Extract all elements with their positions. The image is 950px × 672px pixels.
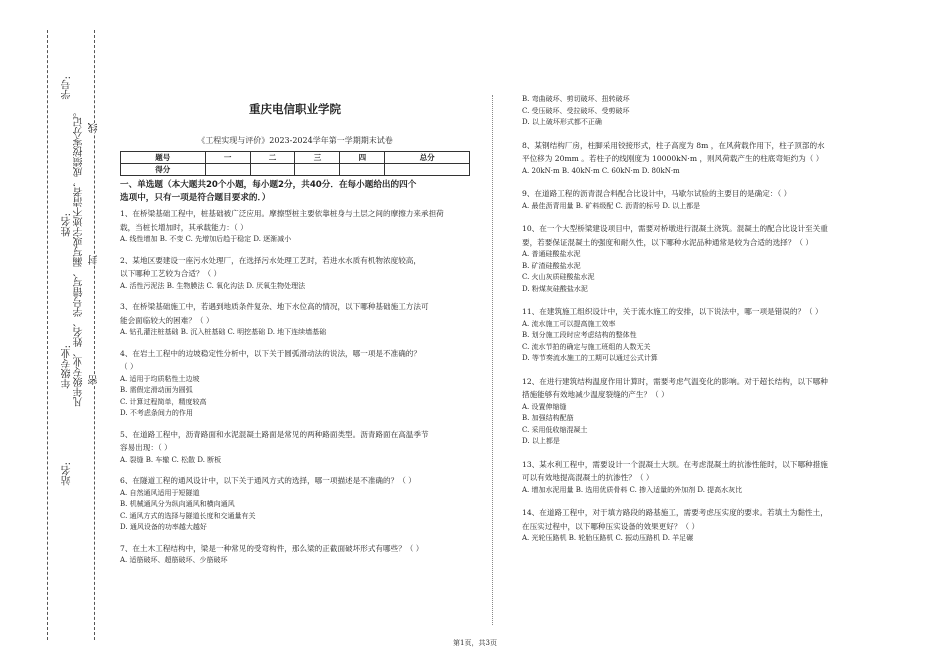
cut-line-left [47, 30, 48, 640]
name-label: 姓名: [62, 213, 73, 237]
class-label: 年级专业: [62, 345, 73, 389]
score-table [120, 151, 470, 176]
question-list [522, 94, 862, 545]
score-cell [385, 164, 470, 176]
question [120, 542, 470, 567]
question-option: B. 需假定滑动面为圆弧 [120, 386, 193, 394]
question-option: A. 线性增加 B. 不变 C. 先增加后趋于稳定 D. 逐渐减小 [120, 235, 292, 243]
question [120, 207, 470, 246]
question-stem: 容易出现：（ ） [120, 443, 172, 452]
question-option: D. 粉煤灰硅酸盐水泥 [522, 284, 588, 293]
question [120, 474, 470, 534]
exam-title: 《工程实现与评价》2023-2024学年第一学期期末试卷 [197, 136, 393, 145]
cut-line-right [94, 30, 95, 640]
question [522, 187, 862, 212]
question-option: A. 活性污泥法 B. 生物膜法 C. 氧化沟法 D. 厌氧生物处理法 [120, 281, 306, 290]
score-cell [295, 164, 340, 176]
question [120, 428, 470, 467]
question-option: C. 计算过程简单，精度较高 [120, 397, 207, 406]
question-option: B. 划分施工段时应考虑结构的整体性 [522, 331, 637, 339]
question-option: A. 20kN·m B. 40kN·m C. 60kN·m D. 80kN·m [522, 166, 680, 175]
question-stem: 3、在桥梁基础施工中，若遇到地质条件复杂、地下水位高的情况，以下哪种基础施工方法可 [120, 302, 429, 311]
score-header-cell: 题号 [121, 152, 206, 164]
score-table-score-row [121, 164, 470, 176]
question-option: A. 钻孔灌注桩基础 B. 沉入桩基础 C. 明挖基础 D. 地下连续墙基础 [120, 328, 327, 336]
score-row-label: 得分 [121, 164, 206, 176]
score-header-cell: 三 [295, 152, 340, 164]
question-option: A. 流水施工可以提高施工效率 [522, 319, 616, 328]
question-option: D. 以上破坏形式都不正确 [522, 118, 602, 126]
column-divider [492, 95, 493, 625]
score-header-cell: 四 [340, 152, 385, 164]
question-stem: 11、在建筑施工组织设计中，关于流水施工的安排，以下说法中，哪一项是错误的？（ ） [522, 307, 823, 316]
question [120, 254, 470, 293]
question-stem: 5、在道路工程中，沥青路面和水泥混凝土路面是常见的两种路面类型。沥青路面在高温季节 [120, 429, 429, 439]
score-table-header-row [121, 152, 470, 164]
question-option: A. 光轮压路机 B. 轮胎压路机 C. 振动压路机 D. 羊足碾 [522, 534, 694, 542]
right-column [522, 94, 862, 555]
question-stem: 7、在土木工程结构中，梁是一种常见的受弯构件，那么梁的正截面破坏形式有哪些？（ ） [120, 543, 424, 553]
question-option: C. 流水节拍的确定与施工班组的人数无关 [522, 342, 651, 351]
question-option: C. 采用低收缩混凝土 [522, 425, 588, 434]
question-stem: 14、在道路工程中，对于填方路段的路基施工，需要考虑压实度的要求。若填土为黏性土， [522, 508, 828, 517]
question [522, 375, 862, 448]
question [522, 506, 862, 545]
question-option: B. 机械通风分为纵向通风和横向通风 [120, 500, 235, 508]
question-stem: 2、某地区要建设一座污水处理厂，在选择污水处理工艺时，若进水水质有机物浓度较高， [120, 255, 421, 265]
section-heading [120, 179, 470, 205]
question-option: D. 以上都是 [522, 437, 560, 445]
question-option: B. 弯曲破坏、剪切破坏、扭转破坏 [522, 95, 630, 103]
question-option: A. 普通硅酸盐水泥 [522, 250, 581, 258]
question-option: A. 裂缝 B. 车辙 C. 松散 D. 断板 [120, 455, 222, 464]
question-stem: 要，若要保证混凝土的强度和耐久性，以下哪种水泥品种通常是较为合适的选择？（ ） [522, 237, 813, 247]
line-mark-mi: 密 [89, 375, 100, 385]
question [120, 300, 470, 339]
school-label: 站名: [62, 462, 73, 486]
line-mark-feng: 封 [89, 255, 100, 265]
question-option: A. 适用于均质粘性土边坡 [120, 374, 200, 383]
question [522, 222, 862, 295]
score-header-cell: 二 [250, 152, 295, 164]
question-option: C. 火山灰质硅酸盐水泥 [522, 273, 595, 281]
question-option: A. 设置伸缩缝 [522, 402, 567, 411]
question [522, 458, 862, 497]
question-stem: 13、某水利工程中，需要设计一个混凝土大坝。在考虑混凝土的抗渗性能时，以下哪种措施 [522, 459, 828, 469]
question-option: A. 适筋破坏、超筋破坏、少筋破坏 [120, 556, 228, 564]
question-stem: 6、在隧道工程的通风设计中，以下关于通风方式的选择，哪一项描述是不准确的？（ ） [120, 476, 416, 485]
question [120, 347, 470, 420]
left-column [120, 95, 470, 575]
question-option: B. 加强结构配筋 [522, 414, 574, 422]
question-stem: 措施能够有效地减少温度裂缝的产生？（ ） [522, 390, 669, 399]
question-list [120, 207, 470, 567]
score-cell [340, 164, 385, 176]
score-cell [250, 164, 295, 176]
question-stem: 9、在道路工程的沥青混合料配合比设计中，马歇尔试验的主要目的是确定：（ ） [522, 189, 792, 198]
question-option: A. 自然通风适用于短隧道 [120, 488, 200, 497]
question-stem: 4、在岩土工程中的边坡稳定性分析中，以下关于圆弧滑动法的说法，哪一项是不准确的？ [120, 348, 421, 358]
score-header-cell: 一 [205, 152, 250, 164]
question-option: B. 矿渣硅酸盐水泥 [522, 261, 581, 270]
question [522, 94, 862, 129]
question-option: D. 通风设备的功率越大越好 [120, 523, 207, 531]
student-id-label: 学号: [62, 76, 73, 100]
question-option: A. 增加水泥用量 B. 选用优质骨料 C. 掺入适量的外加剂 D. 提高水灰比 [522, 485, 743, 494]
question-stem: 载，当桩长增加时，其承载能力：（ ） [120, 222, 248, 232]
page-number: 第1页，共3页 [453, 639, 497, 647]
question-option: C. 受压破坏、受拉破坏、受剪破坏 [522, 106, 630, 115]
question-stem: 可以有效地提高混凝土的抗渗性？（ ） [522, 473, 654, 482]
score-cell [205, 164, 250, 176]
question-stem: 12、在进行建筑结构温度作用计算时，需要考虑气温变化的影响。对于超长结构，以下哪种 [522, 376, 828, 386]
question-option: D. 等节奏流水施工的工期可以通过公式计算 [522, 354, 658, 362]
score-header-cell: 总分 [385, 152, 470, 164]
line-mark-xian: 线 [89, 123, 100, 133]
question [522, 139, 862, 178]
question-stem: 1、在桥梁基础工程中，桩基础被广泛应用。摩擦型桩主要依靠桩身与土层之间的摩擦力来承担荷 [120, 209, 444, 218]
question-stem: 在压实过程中，以下哪种压实设备的效果更好？（ ） [522, 521, 700, 531]
question-stem: 以下哪种工艺较为合适？（ ） [120, 269, 222, 278]
question-option: C. 通风方式的选择与隧道长度和交通量有关 [120, 511, 256, 520]
binding-sidebar [0, 0, 110, 672]
question-stem: （ ） [120, 362, 138, 371]
question-stem: 平位移为 20mm 。若柱子的线刚度为 10000kN·m ，则风荷载产生的柱底弯矩约为（ ） [522, 154, 824, 163]
question-stem: 10、在一个大型桥梁建设项目中，需要对桥墩进行混凝土浇筑。混凝土的配合比设计至关重 [522, 224, 828, 233]
section-heading-line: 选项中，只有一项是符合题目要求的．） [120, 193, 271, 203]
question-option: D. 不考虑条间力的作用 [120, 409, 193, 417]
school-name: 重庆电信职业学院 [249, 102, 341, 116]
section-heading-line: 一、单选题（本大题共20个小题，每小题2分，共40分．在每小题给出的四个 [120, 180, 417, 190]
filling-notice: 凡年级专业、姓名、学号错写、漏写或字迹不清者，成绩按零分记。 [74, 107, 85, 407]
question-option: A. 最佳沥青用量 B. 矿料级配 C. 沥青的标号 D. 以上都是 [522, 201, 701, 210]
question [522, 305, 862, 365]
question-stem: 8、某钢结构厂房，柱脚采用铰接形式，柱子高度为 8m ，在风荷载作用下，柱子顶部的水 [522, 140, 825, 150]
question-stem: 能会面临较大的困难？（ ） [120, 315, 214, 325]
